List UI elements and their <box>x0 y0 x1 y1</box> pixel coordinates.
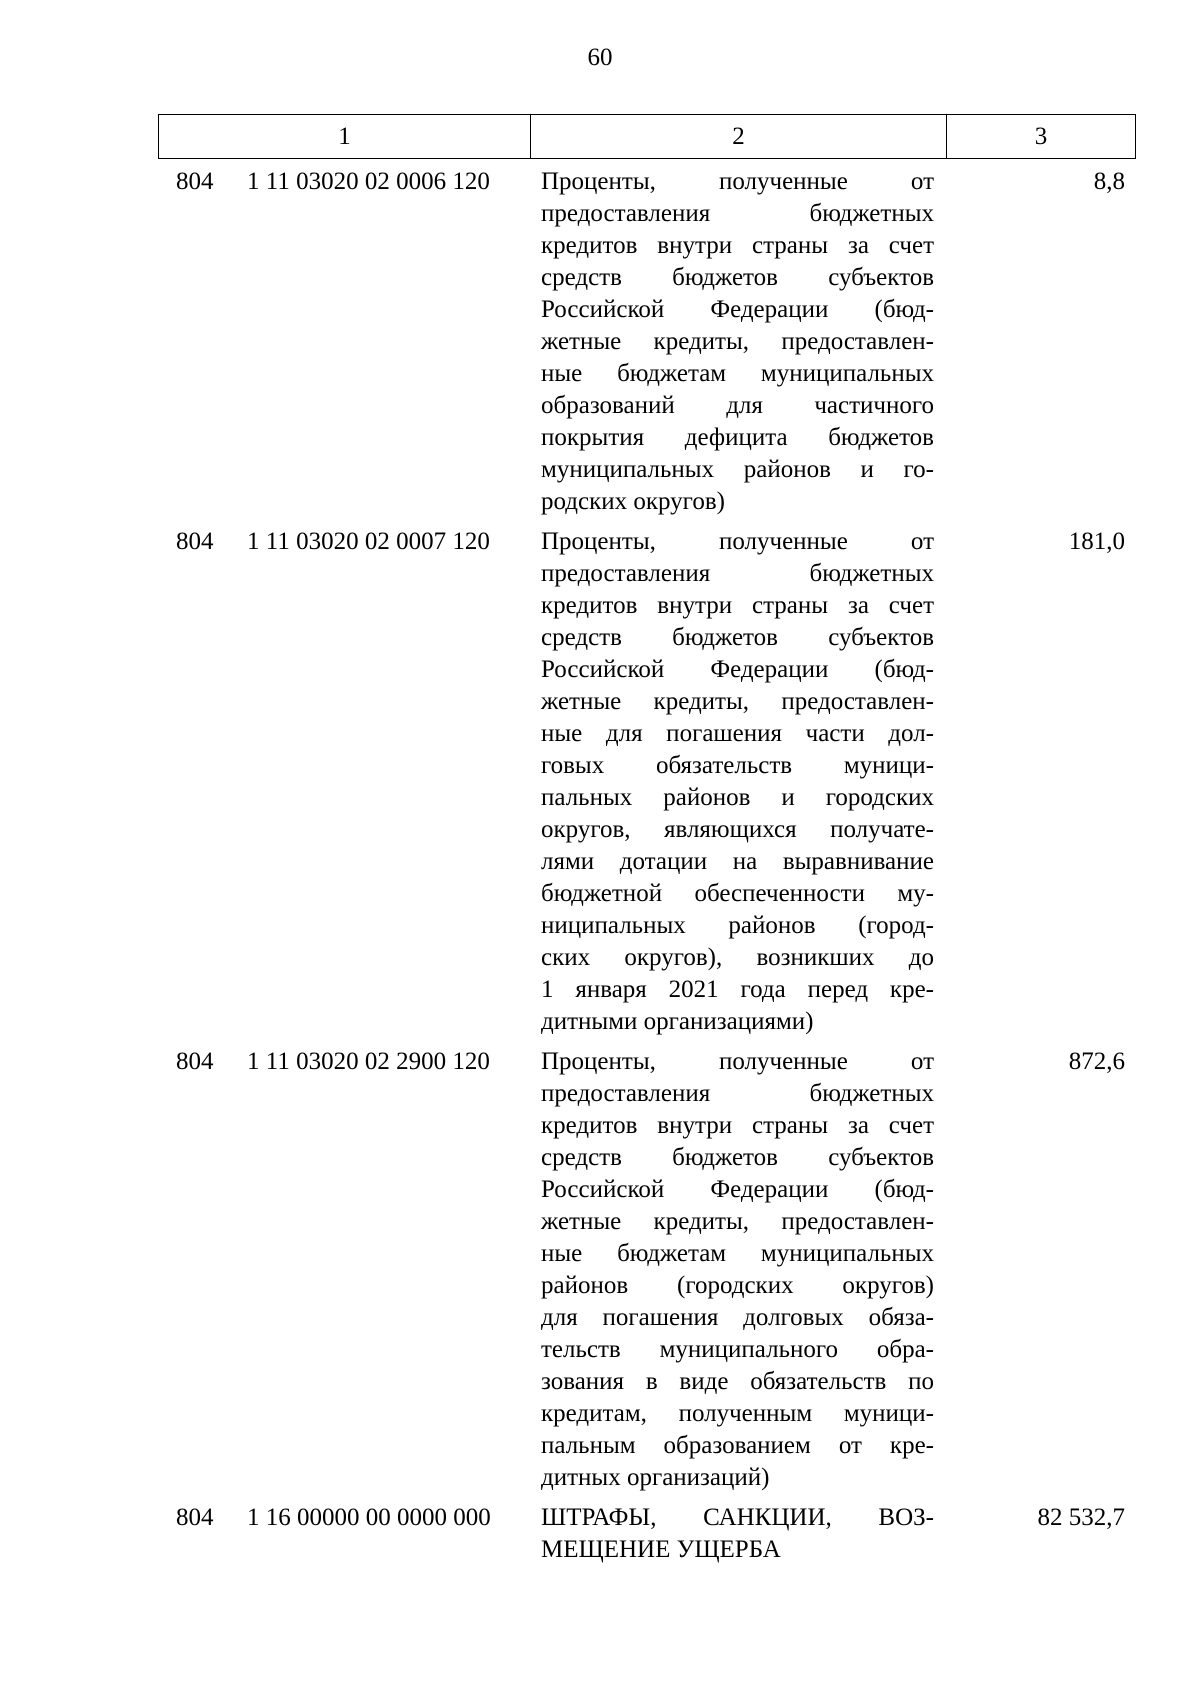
income-name-line: Российской Федерации (бюд- <box>541 656 934 683</box>
budget-code: 1 11 03020 02 2900 120 <box>247 1048 490 1075</box>
income-name-line: районов (городских округов) <box>541 1272 934 1299</box>
income-name <box>541 1046 934 1494</box>
income-name-line: ШТРАФЫ, САНКЦИИ, ВОЗ- <box>541 1504 934 1531</box>
income-name-line: Российской Федерации (бюд- <box>541 1176 934 1203</box>
income-name-line: дитных организаций) <box>541 1464 770 1491</box>
amount-value: 8,8 <box>1093 168 1125 195</box>
org-code: 804 <box>176 1048 214 1075</box>
income-name-line: кредитов внутри страны за счет <box>541 1112 934 1139</box>
income-name-line: Российской Федерации (бюд- <box>541 296 934 323</box>
budget-code: 1 16 00000 00 0000 000 <box>247 1504 491 1531</box>
org-code: 804 <box>176 528 214 555</box>
page-number: 60 <box>587 44 613 71</box>
income-name-line: лями дотации на выравнивание <box>541 848 934 875</box>
table-row <box>0 1502 1200 1566</box>
table-header <box>158 114 1136 159</box>
income-name-line: предоставления бюджетных <box>541 200 934 227</box>
income-name-line: дитными организациями) <box>541 1008 814 1035</box>
amount-value: 181,0 <box>1068 528 1125 555</box>
income-name-line: для погашения долговых обяза- <box>541 1304 934 1331</box>
income-name <box>541 526 934 1038</box>
amount-value: 82 532,7 <box>1037 1504 1125 1531</box>
table-row <box>0 166 1200 518</box>
income-name-line: пальным образованием от кре- <box>541 1432 934 1459</box>
income-name-line: средств бюджетов субъектов <box>541 264 934 291</box>
income-name-line: Проценты, полученные от <box>541 168 934 195</box>
income-name-line: средств бюджетов субъектов <box>541 624 934 651</box>
income-name-line: жетные кредиты, предоставлен- <box>541 688 934 715</box>
income-name-line: покрытия дефицита бюджетов <box>541 424 934 451</box>
header-col-2: 2 <box>531 115 947 158</box>
income-name-line: ниципальных районов (город- <box>541 912 934 939</box>
income-name-line: кредитов внутри страны за счет <box>541 592 934 619</box>
income-name-line: пальных районов и городских <box>541 784 934 811</box>
table-row <box>0 526 1200 1038</box>
table-row <box>0 1046 1200 1494</box>
income-name-line: Проценты, полученные от <box>541 1048 934 1075</box>
income-name <box>541 1502 934 1566</box>
income-name-line: округов, являющихся получате- <box>541 816 934 843</box>
income-name-line: ских округов), возникших до <box>541 944 934 971</box>
income-name <box>541 166 934 518</box>
income-name-line: кредитов внутри страны за счет <box>541 232 934 259</box>
income-name-line: 1 января 2021 года перед кре- <box>541 976 934 1003</box>
amount-value: 872,6 <box>1068 1048 1125 1075</box>
income-name-line: говых обязательств муници- <box>541 752 934 779</box>
org-code: 804 <box>176 1504 214 1531</box>
org-code: 804 <box>176 168 214 195</box>
income-name-line: ные для погашения части дол- <box>541 720 934 747</box>
header-col-1: 1 <box>159 115 531 158</box>
income-name-line: тельств муниципального обра- <box>541 1336 934 1363</box>
income-name-line: родских округов) <box>541 488 725 515</box>
income-name-line: муниципальных районов и го- <box>541 456 934 483</box>
income-name-line: жетные кредиты, предоставлен- <box>541 328 934 355</box>
header-col-3: 3 <box>1034 122 1048 150</box>
table-body <box>0 166 1200 1566</box>
budget-code: 1 11 03020 02 0006 120 <box>247 168 490 195</box>
income-name-line: жетные кредиты, предоставлен- <box>541 1208 934 1235</box>
income-name-line: ные бюджетам муниципальных <box>541 360 934 387</box>
income-name-line: МЕЩЕНИЕ УЩЕРБА <box>541 1536 781 1563</box>
income-name-line: Проценты, полученные от <box>541 528 934 555</box>
income-name-line: ные бюджетам муниципальных <box>541 1240 934 1267</box>
income-name-line: кредитам, полученным муници- <box>541 1400 934 1427</box>
income-name-line: предоставления бюджетных <box>541 1080 934 1107</box>
budget-code: 1 11 03020 02 0007 120 <box>247 528 490 555</box>
income-name-line: зования в виде обязательств по <box>541 1368 934 1395</box>
income-name-line: средств бюджетов субъектов <box>541 1144 934 1171</box>
income-name-line: бюджетной обеспеченности му- <box>541 880 934 907</box>
income-name-line: образований для частичного <box>541 392 934 419</box>
income-name-line: предоставления бюджетных <box>541 560 934 587</box>
